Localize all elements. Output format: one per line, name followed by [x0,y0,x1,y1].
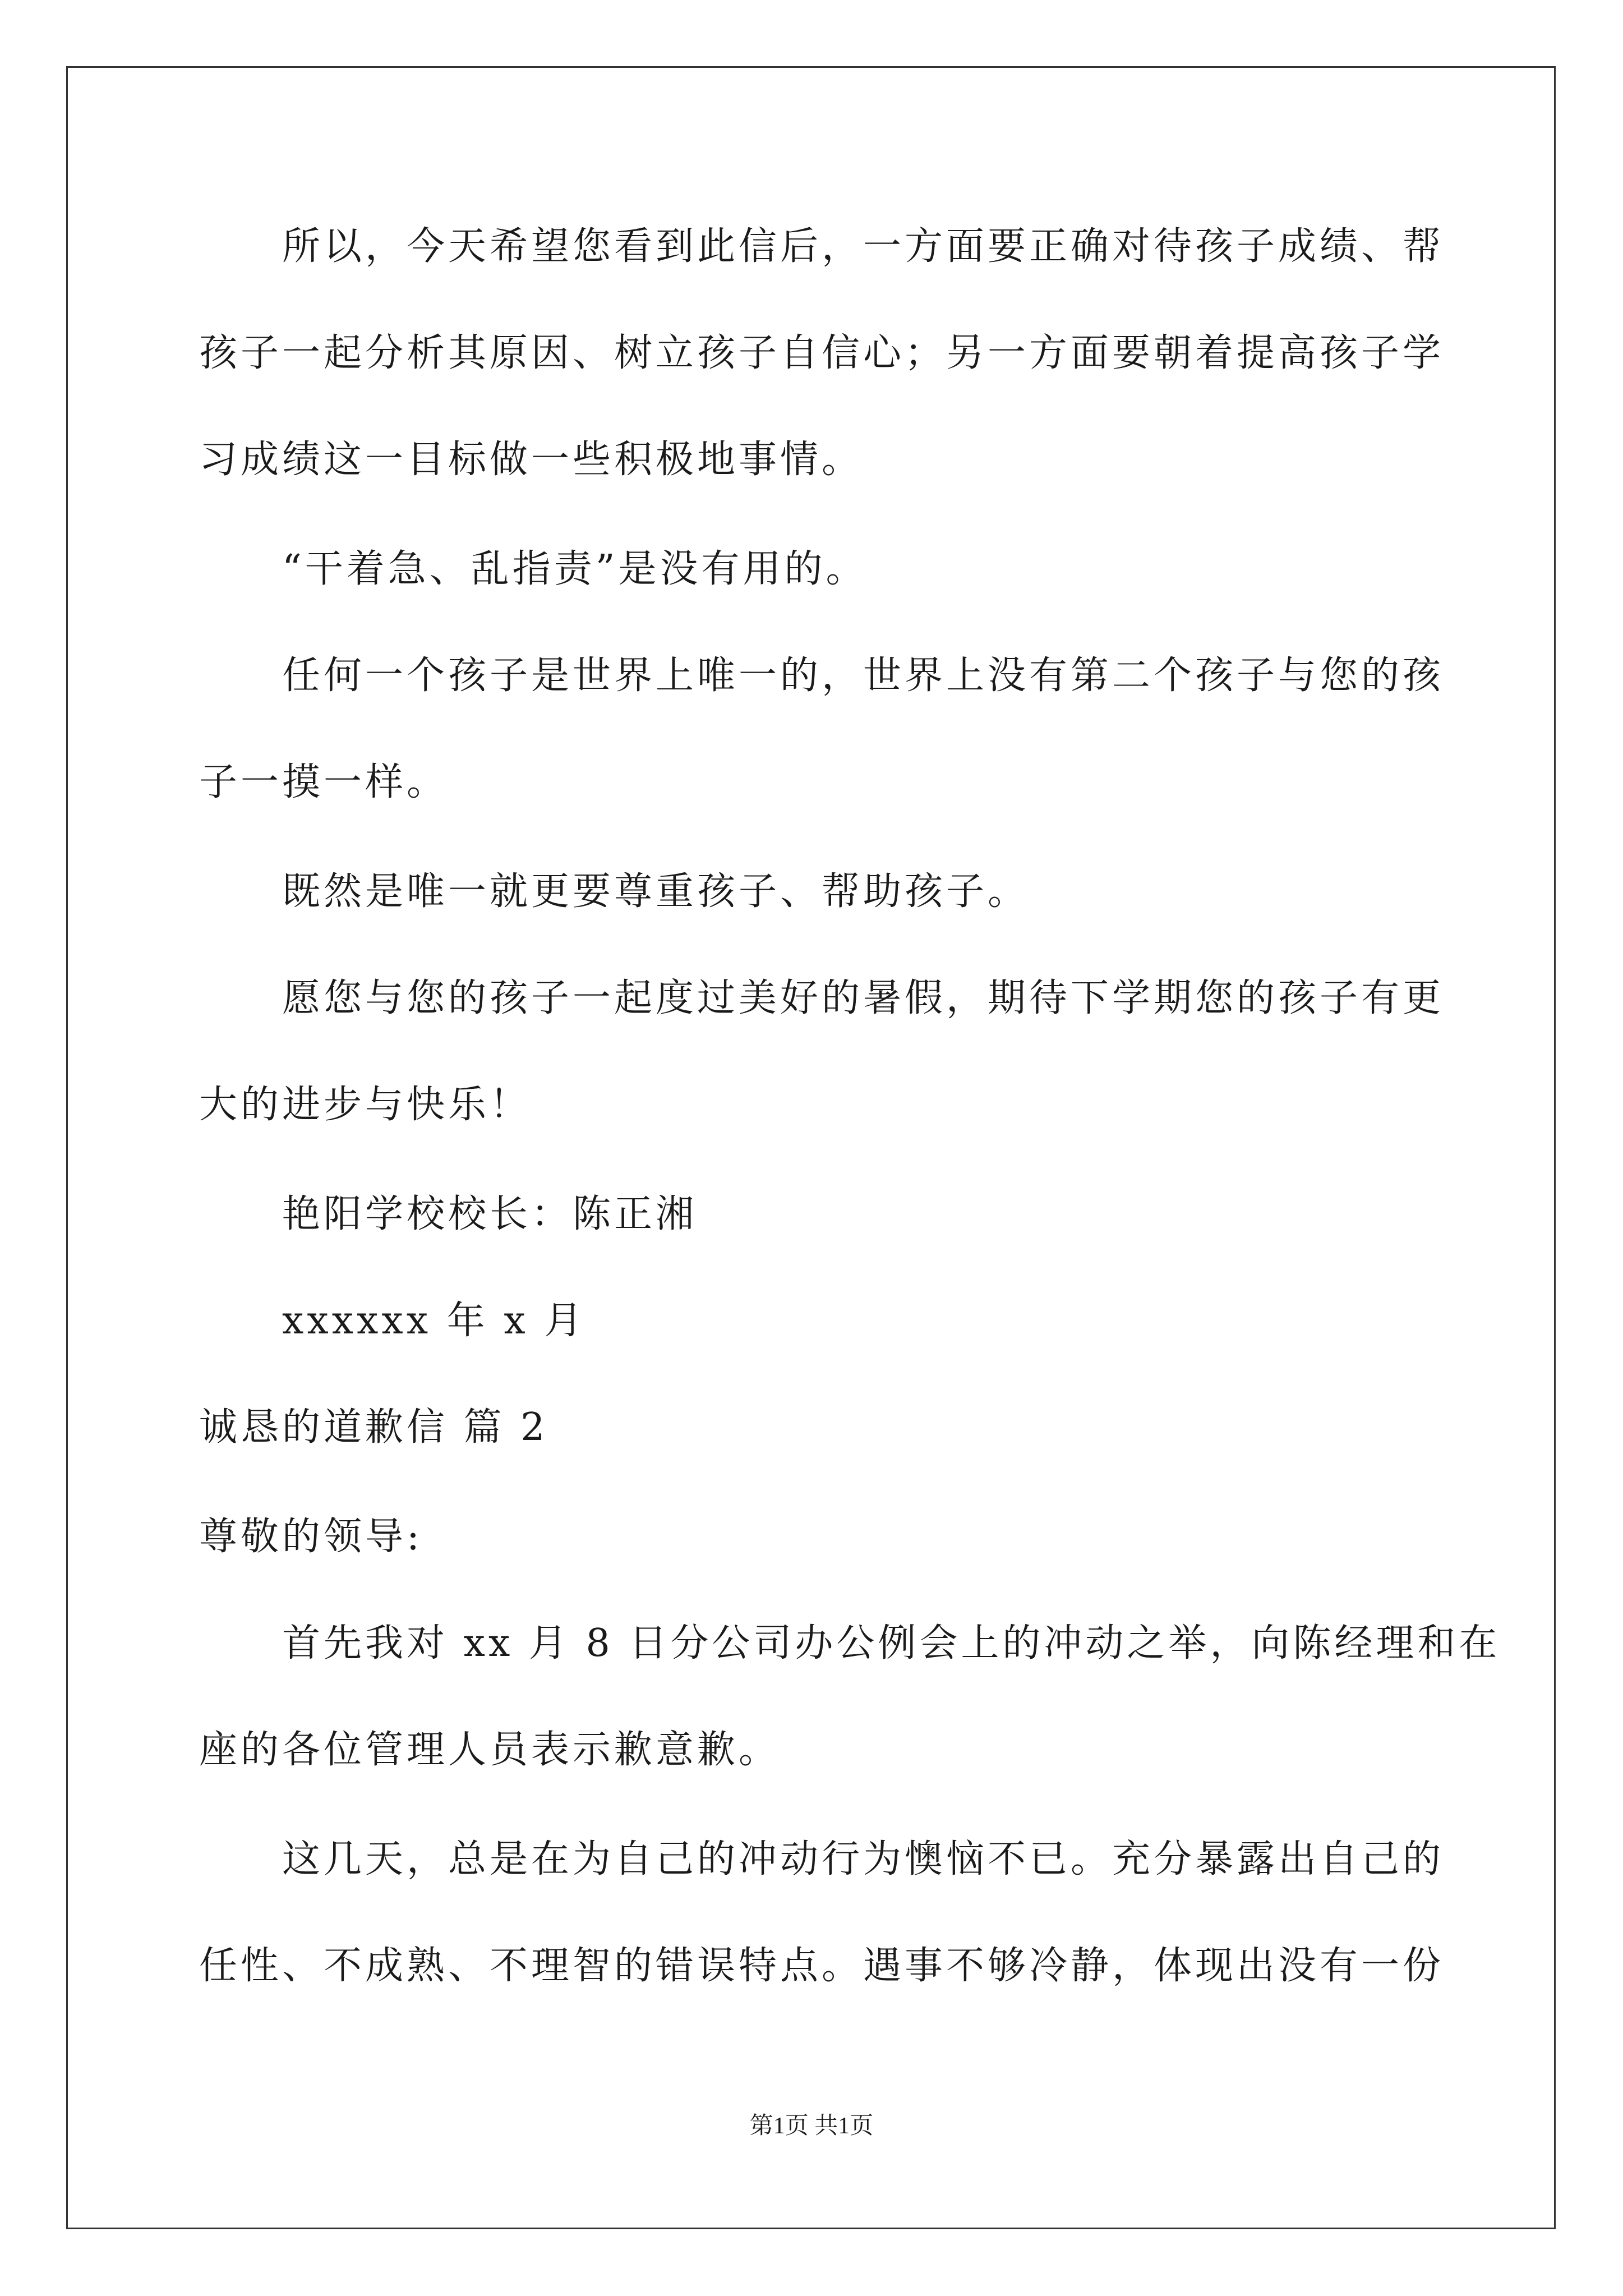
paragraph-line: 任何一个孩子是世界上唯一的，世界上没有第二个孩子与您的孩 [282,654,1445,698]
paragraph-line: 座的各位管理人员表示歉意歉。 [199,1728,781,1772]
paragraph-line: 任性、不成熟、不理智的错误特点。遇事不够冷静，体现出没有一份 [199,1944,1445,1988]
paragraph-line: 既然是唯一就更要尊重孩子、帮助孩子。 [282,869,1030,914]
page-footer: 第1页 共1页 [749,2113,874,2139]
section-heading: 诚恳的道歉信 篇 2 [199,1405,548,1450]
page-border [66,66,1556,2229]
paragraph-line: 愿您与您的孩子一起度过美好的暑假，期待下学期您的孩子有更 [282,976,1445,1020]
paragraph-line: 所以，今天希望您看到此信后，一方面要正确对待孩子成绩、帮 [282,224,1445,269]
paragraph-line: 大的进步与快乐！ [199,1083,532,1127]
date-line: xxxxxx 年 x 月 [282,1299,586,1343]
salutation: 尊敬的领导: [199,1515,423,1559]
paragraph-line: 习成绩这一目标做一些积极地事情。 [199,438,864,482]
paragraph-line: 子一摸一样。 [199,760,449,804]
paragraph-line: 孩子一起分析其原因、树立孩子自信心；另一方面要朝着提高孩子学 [199,331,1445,375]
paragraph-line: 这几天，总是在为自己的冲动行为懊恼不已。充分暴露出自己的 [282,1837,1445,1881]
paragraph-line: “干着急、乱指责”是没有用的。 [282,547,868,591]
signature-line: 艳阳学校校长：陈正湘 [282,1192,698,1236]
paragraph-line: 首先我对 xx 月 8 日分公司办公例会上的冲动之举，向陈经理和在 [282,1621,1501,1665]
